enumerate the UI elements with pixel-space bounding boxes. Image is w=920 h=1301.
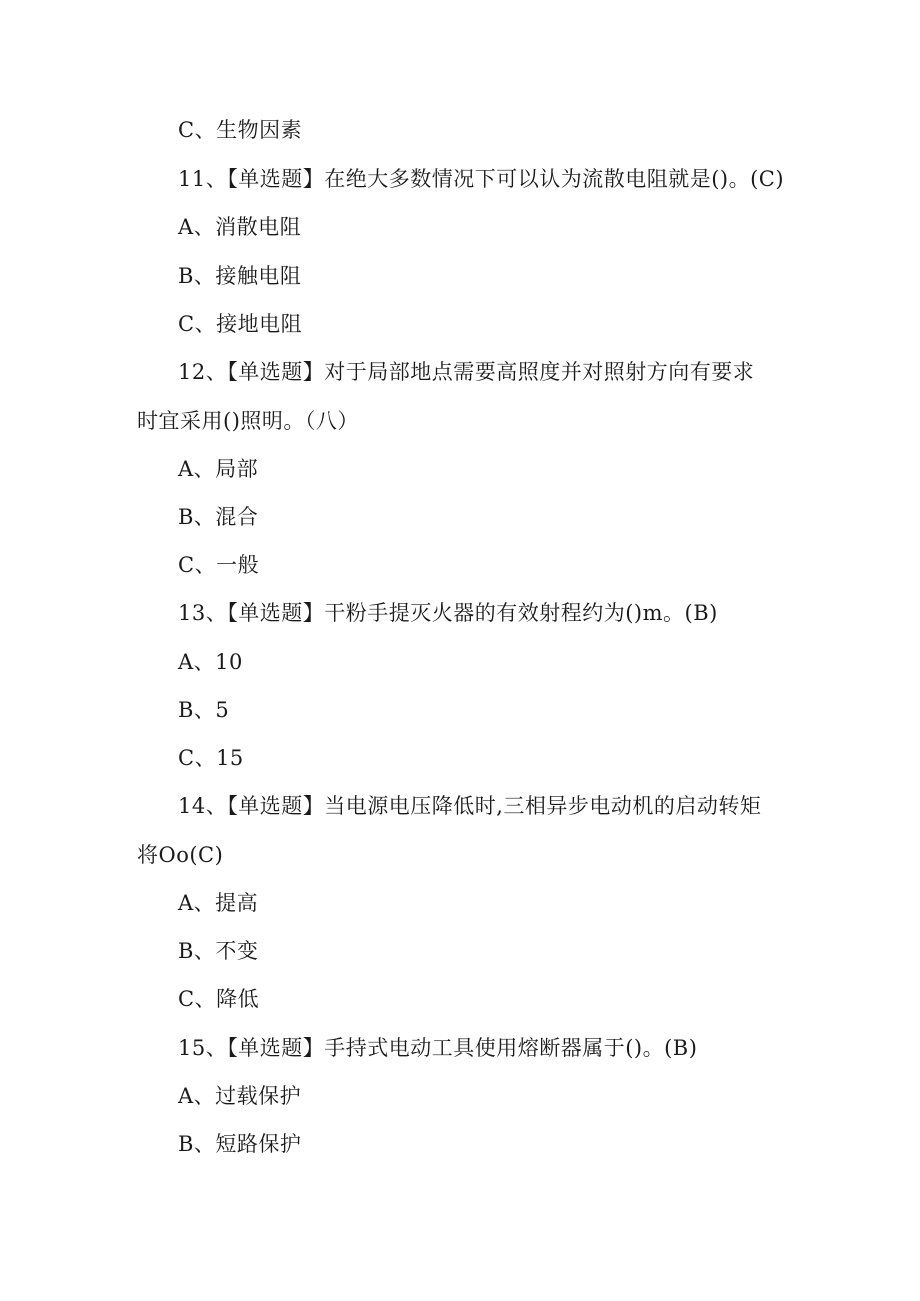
question-12-continued: 时宜采用()照明。（八） [137,409,359,433]
option-q14-c: C、降低 [178,987,260,1011]
option-q14-b: B、不变 [178,939,259,963]
option-q15-a: A、过载保护 [178,1084,302,1108]
option-q13-c: C、15 [178,746,244,770]
question-14-continued: 将Oo(C) [137,843,224,867]
question-13: 13、【单选题】干粉手提灭火器的有效射程约为()m。(B) [178,601,718,625]
option-q15-b: B、短路保护 [178,1132,302,1156]
question-14: 14、【单选题】当电源电压降低时,三相异步电动机的启动转矩 [178,794,762,818]
question-11: 11、【单选题】在绝大多数情况下可以认为流散电阻就是()。(C) [178,167,785,191]
option-q11-a: A、消散电阻 [178,215,302,239]
option-q13-a: A、10 [178,650,243,674]
option-q14-a: A、提高 [178,891,259,915]
option-q11-b: B、接触电阻 [178,264,302,288]
option-q10-c: C、生物因素 [178,118,303,142]
option-q11-c: C、接地电阻 [178,312,303,336]
question-15: 15、【单选题】手持式电动工具使用熔断器属于()。(B) [178,1036,698,1060]
option-q12-a: A、局部 [178,457,259,481]
option-q13-b: B、5 [178,698,230,722]
question-12: 12、【单选题】对于局部地点需要高照度并对照射方向有要求 [178,360,755,384]
option-q12-b: B、混合 [178,505,259,529]
option-q12-c: C、一般 [178,553,260,577]
